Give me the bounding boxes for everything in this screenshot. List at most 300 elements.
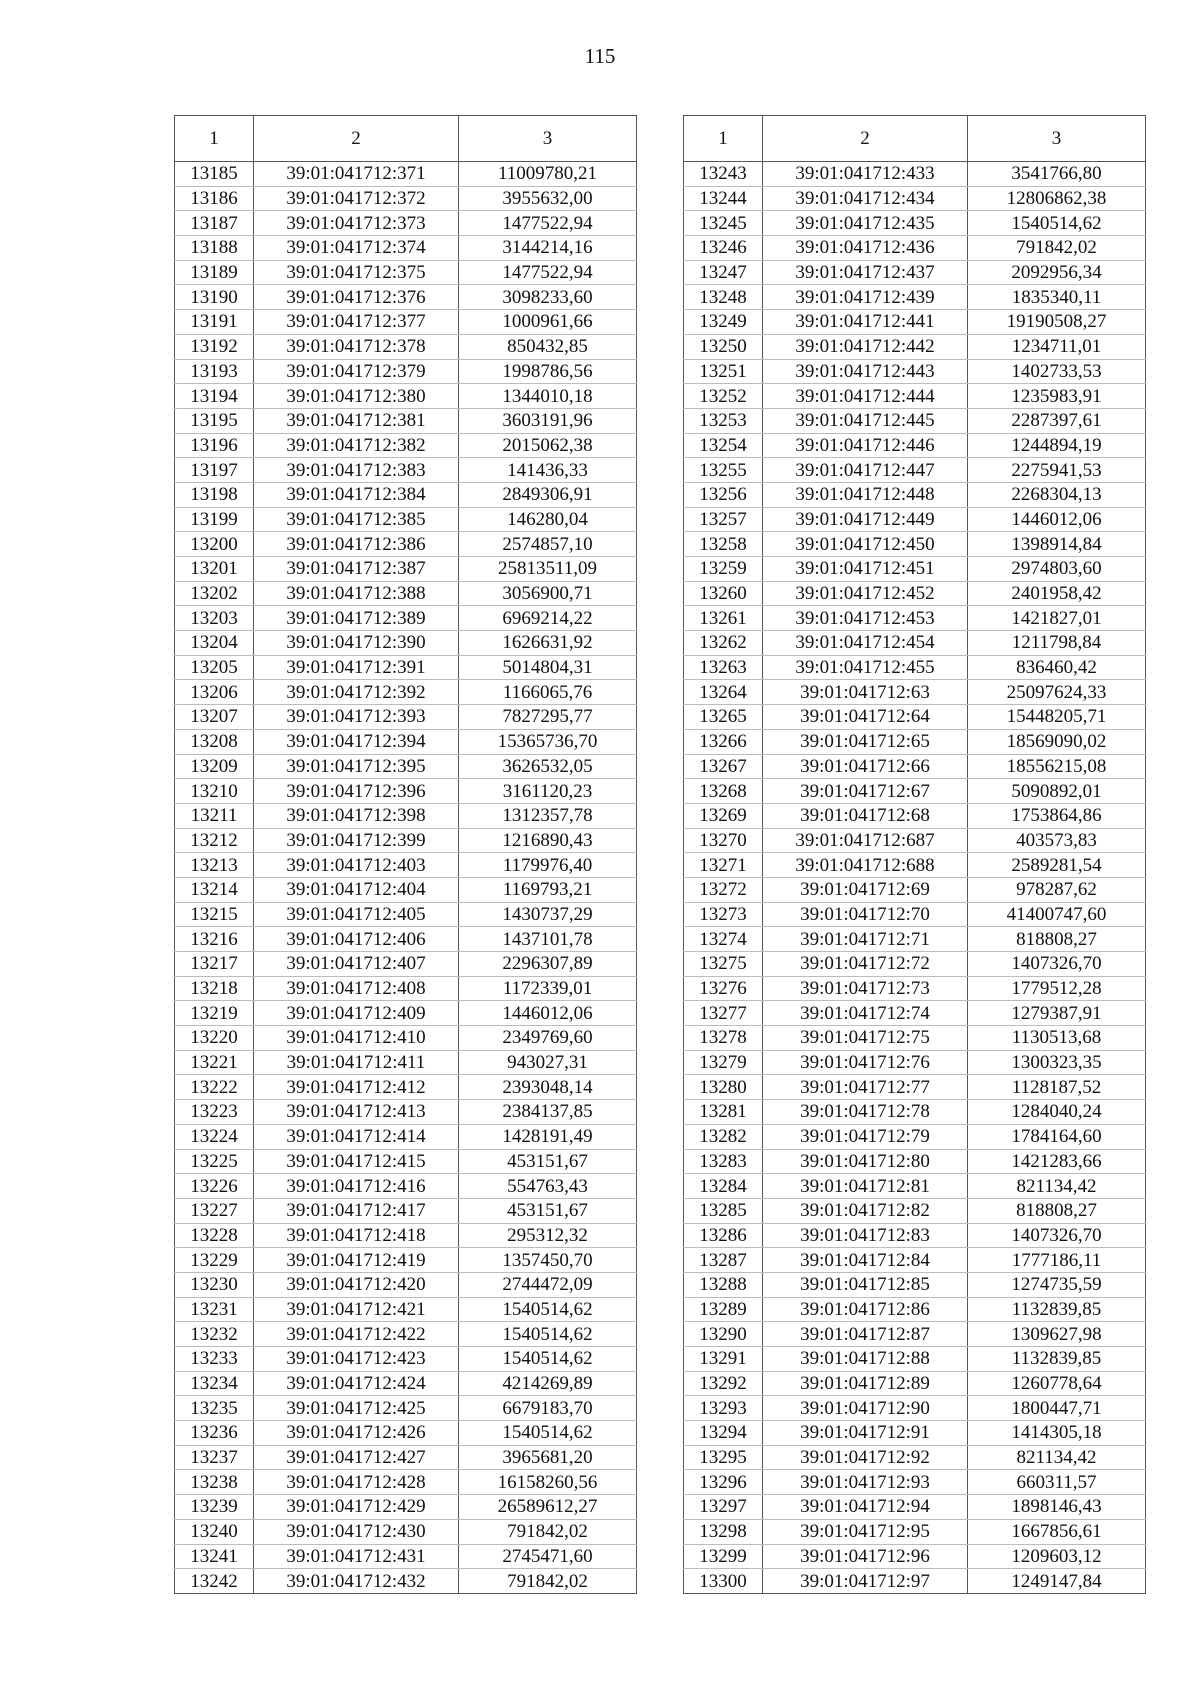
cell-cadastral-number: 39:01:041712:380	[254, 384, 459, 409]
table-row	[684, 1470, 1146, 1495]
cell-cadastral-number: 39:01:041712:442	[763, 334, 968, 359]
cell-cadastral-number: 39:01:041712:63	[763, 680, 968, 705]
cell-value: 15365736,70	[459, 729, 637, 754]
table-row	[684, 211, 1146, 236]
table-row	[175, 532, 637, 557]
table-row	[175, 952, 637, 977]
cell-row-number: 13235	[175, 1396, 254, 1421]
cell-cadastral-number: 39:01:041712:89	[763, 1371, 968, 1396]
cell-row-number: 13193	[175, 359, 254, 384]
table-row	[684, 828, 1146, 853]
cell-row-number: 13217	[175, 952, 254, 977]
cell-row-number: 13229	[175, 1248, 254, 1273]
table-row	[175, 433, 637, 458]
cell-row-number: 13198	[175, 482, 254, 507]
cell-row-number: 13188	[175, 236, 254, 261]
cell-row-number: 13215	[175, 902, 254, 927]
cell-value: 791842,02	[968, 236, 1146, 261]
cell-row-number: 13237	[175, 1445, 254, 1470]
table-row	[175, 310, 637, 335]
cell-cadastral-number: 39:01:041712:404	[254, 877, 459, 902]
cell-row-number: 13210	[175, 779, 254, 804]
table-row	[175, 285, 637, 310]
cell-row-number: 13292	[684, 1371, 763, 1396]
cell-value: 12806862,38	[968, 186, 1146, 211]
cell-cadastral-number: 39:01:041712:87	[763, 1322, 968, 1347]
cell-row-number: 13187	[175, 211, 254, 236]
table-row	[684, 408, 1146, 433]
cell-cadastral-number: 39:01:041712:399	[254, 828, 459, 853]
cell-cadastral-number: 39:01:041712:393	[254, 705, 459, 730]
cell-value: 1407326,70	[968, 1223, 1146, 1248]
cell-value: 2574857,10	[459, 532, 637, 557]
cell-value: 1540514,62	[459, 1347, 637, 1372]
cell-row-number: 13218	[175, 976, 254, 1001]
register-table-left	[174, 115, 637, 1594]
table-row	[175, 705, 637, 730]
cell-cadastral-number: 39:01:041712:73	[763, 976, 968, 1001]
table-row	[684, 285, 1146, 310]
cell-cadastral-number: 39:01:041712:65	[763, 729, 968, 754]
table-row	[175, 359, 637, 384]
cell-cadastral-number: 39:01:041712:424	[254, 1371, 459, 1396]
cell-row-number: 13197	[175, 458, 254, 483]
table-row	[684, 902, 1146, 927]
table-row	[175, 1470, 637, 1495]
table-row	[175, 927, 637, 952]
cell-cadastral-number: 39:01:041712:420	[254, 1272, 459, 1297]
cell-cadastral-number: 39:01:041712:395	[254, 754, 459, 779]
cell-row-number: 13250	[684, 334, 763, 359]
cell-row-number: 13251	[684, 359, 763, 384]
table-row	[684, 1100, 1146, 1125]
table-row	[684, 1347, 1146, 1372]
table-row	[684, 1075, 1146, 1100]
cell-cadastral-number: 39:01:041712:92	[763, 1445, 968, 1470]
cell-cadastral-number: 39:01:041712:432	[254, 1569, 459, 1594]
table-row	[684, 260, 1146, 285]
cell-row-number: 13278	[684, 1026, 763, 1051]
cell-cadastral-number: 39:01:041712:409	[254, 1001, 459, 1026]
cell-row-number: 13257	[684, 507, 763, 532]
column-header-value: 3	[459, 116, 637, 162]
cell-value: 6679183,70	[459, 1396, 637, 1421]
cell-cadastral-number: 39:01:041712:95	[763, 1519, 968, 1544]
cell-row-number: 13223	[175, 1100, 254, 1125]
cell-value: 1477522,94	[459, 211, 637, 236]
cell-value: 1667856,61	[968, 1519, 1146, 1544]
cell-value: 1777186,11	[968, 1248, 1146, 1273]
cell-cadastral-number: 39:01:041712:394	[254, 729, 459, 754]
cell-cadastral-number: 39:01:041712:96	[763, 1544, 968, 1569]
table-row	[175, 1223, 637, 1248]
cell-row-number: 13238	[175, 1470, 254, 1495]
cell-value: 141436,33	[459, 458, 637, 483]
table-row	[175, 828, 637, 853]
cell-row-number: 13245	[684, 211, 763, 236]
cell-row-number: 13267	[684, 754, 763, 779]
cell-value: 19190508,27	[968, 310, 1146, 335]
cell-cadastral-number: 39:01:041712:449	[763, 507, 968, 532]
cell-row-number: 13261	[684, 606, 763, 631]
cell-cadastral-number: 39:01:041712:379	[254, 359, 459, 384]
cell-value: 1274735,59	[968, 1272, 1146, 1297]
table-row	[175, 1124, 637, 1149]
cell-row-number: 13201	[175, 557, 254, 582]
cell-row-number: 13228	[175, 1223, 254, 1248]
cell-cadastral-number: 39:01:041712:406	[254, 927, 459, 952]
cell-value: 2287397,61	[968, 408, 1146, 433]
cell-row-number: 13206	[175, 680, 254, 705]
cell-value: 1540514,62	[459, 1322, 637, 1347]
cell-value: 1540514,62	[459, 1297, 637, 1322]
cell-row-number: 13271	[684, 853, 763, 878]
table-row	[175, 976, 637, 1001]
cell-row-number: 13232	[175, 1322, 254, 1347]
table-row	[175, 655, 637, 680]
cell-cadastral-number: 39:01:041712:94	[763, 1495, 968, 1520]
cell-cadastral-number: 39:01:041712:385	[254, 507, 459, 532]
cell-value: 1211798,84	[968, 631, 1146, 656]
cell-cadastral-number: 39:01:041712:443	[763, 359, 968, 384]
cell-value: 791842,02	[459, 1519, 637, 1544]
cell-value: 41400747,60	[968, 902, 1146, 927]
table-row	[684, 976, 1146, 1001]
table-row	[684, 606, 1146, 631]
cell-row-number: 13186	[175, 186, 254, 211]
table-row	[175, 334, 637, 359]
cell-value: 1357450,70	[459, 1248, 637, 1273]
table-row	[175, 902, 637, 927]
cell-row-number: 13252	[684, 384, 763, 409]
cell-row-number: 13239	[175, 1495, 254, 1520]
cell-row-number: 13277	[684, 1001, 763, 1026]
cell-row-number: 13253	[684, 408, 763, 433]
cell-row-number: 13220	[175, 1026, 254, 1051]
cell-row-number: 13244	[684, 186, 763, 211]
cell-cadastral-number: 39:01:041712:414	[254, 1124, 459, 1149]
cell-cadastral-number: 39:01:041712:446	[763, 433, 968, 458]
cell-row-number: 13221	[175, 1050, 254, 1075]
cell-cadastral-number: 39:01:041712:392	[254, 680, 459, 705]
cell-cadastral-number: 39:01:041712:70	[763, 902, 968, 927]
cell-value: 821134,42	[968, 1445, 1146, 1470]
cell-value: 4214269,89	[459, 1371, 637, 1396]
cell-cadastral-number: 39:01:041712:433	[763, 162, 968, 187]
cell-value: 5014804,31	[459, 655, 637, 680]
cell-row-number: 13227	[175, 1198, 254, 1223]
cell-row-number: 13202	[175, 581, 254, 606]
table-row	[175, 1174, 637, 1199]
table-row	[175, 1001, 637, 1026]
table-row	[684, 186, 1146, 211]
cell-cadastral-number: 39:01:041712:387	[254, 557, 459, 582]
cell-row-number: 13295	[684, 1445, 763, 1470]
cell-cadastral-number: 39:01:041712:77	[763, 1075, 968, 1100]
cell-value: 453151,67	[459, 1198, 637, 1223]
cell-cadastral-number: 39:01:041712:88	[763, 1347, 968, 1372]
cell-row-number: 13258	[684, 532, 763, 557]
cell-value: 18556215,08	[968, 754, 1146, 779]
table-row	[175, 236, 637, 261]
cell-value: 1169793,21	[459, 877, 637, 902]
cell-row-number: 13269	[684, 803, 763, 828]
cell-value: 295312,32	[459, 1223, 637, 1248]
cell-value: 1540514,62	[459, 1421, 637, 1446]
cell-value: 1235983,91	[968, 384, 1146, 409]
cell-value: 1437101,78	[459, 927, 637, 952]
cell-cadastral-number: 39:01:041712:374	[254, 236, 459, 261]
cell-value: 2745471,60	[459, 1544, 637, 1569]
cell-row-number: 13273	[684, 902, 763, 927]
table-row	[684, 754, 1146, 779]
table-row	[175, 162, 637, 187]
cell-row-number: 13208	[175, 729, 254, 754]
cell-row-number: 13259	[684, 557, 763, 582]
table-row	[175, 1421, 637, 1446]
cell-cadastral-number: 39:01:041712:382	[254, 433, 459, 458]
table-row	[684, 1519, 1146, 1544]
table-row	[684, 1124, 1146, 1149]
table-row	[684, 236, 1146, 261]
table-row	[684, 1223, 1146, 1248]
table-row	[175, 1495, 637, 1520]
cell-cadastral-number: 39:01:041712:371	[254, 162, 459, 187]
cell-value: 1446012,06	[968, 507, 1146, 532]
cell-value: 554763,43	[459, 1174, 637, 1199]
table-row	[684, 1322, 1146, 1347]
cell-value: 818808,27	[968, 927, 1146, 952]
table-row	[684, 433, 1146, 458]
cell-cadastral-number: 39:01:041712:412	[254, 1075, 459, 1100]
table-row	[175, 1272, 637, 1297]
cell-row-number: 13241	[175, 1544, 254, 1569]
cell-cadastral-number: 39:01:041712:93	[763, 1470, 968, 1495]
cell-value: 1784164,60	[968, 1124, 1146, 1149]
cell-cadastral-number: 39:01:041712:398	[254, 803, 459, 828]
cell-value: 453151,67	[459, 1149, 637, 1174]
cell-cadastral-number: 39:01:041712:74	[763, 1001, 968, 1026]
table-row	[684, 1248, 1146, 1273]
cell-row-number: 13298	[684, 1519, 763, 1544]
table-row	[684, 1026, 1146, 1051]
cell-cadastral-number: 39:01:041712:450	[763, 532, 968, 557]
cell-row-number: 13270	[684, 828, 763, 853]
table-row	[175, 1519, 637, 1544]
cell-row-number: 13249	[684, 310, 763, 335]
table-row	[175, 482, 637, 507]
cell-cadastral-number: 39:01:041712:430	[254, 1519, 459, 1544]
cell-value: 2849306,91	[459, 482, 637, 507]
table-row	[684, 877, 1146, 902]
cell-cadastral-number: 39:01:041712:413	[254, 1100, 459, 1125]
table-row	[175, 680, 637, 705]
cell-value: 2393048,14	[459, 1075, 637, 1100]
cell-value: 3955632,00	[459, 186, 637, 211]
table-row	[175, 1569, 637, 1594]
table-row	[684, 1544, 1146, 1569]
table-row	[684, 507, 1146, 532]
cell-row-number: 13234	[175, 1371, 254, 1396]
cell-cadastral-number: 39:01:041712:452	[763, 581, 968, 606]
cell-row-number: 13266	[684, 729, 763, 754]
cell-value: 1998786,56	[459, 359, 637, 384]
cell-row-number: 13211	[175, 803, 254, 828]
cell-cadastral-number: 39:01:041712:67	[763, 779, 968, 804]
table-row	[175, 211, 637, 236]
cell-value: 3541766,80	[968, 162, 1146, 187]
table-row	[175, 1347, 637, 1372]
cell-row-number: 13263	[684, 655, 763, 680]
cell-row-number: 13233	[175, 1347, 254, 1372]
table-row	[684, 310, 1146, 335]
cell-row-number: 13255	[684, 458, 763, 483]
cell-cadastral-number: 39:01:041712:418	[254, 1223, 459, 1248]
cell-row-number: 13293	[684, 1396, 763, 1421]
cell-cadastral-number: 39:01:041712:455	[763, 655, 968, 680]
table-row	[175, 581, 637, 606]
cell-cadastral-number: 39:01:041712:72	[763, 952, 968, 977]
cell-value: 2589281,54	[968, 853, 1146, 878]
cell-cadastral-number: 39:01:041712:447	[763, 458, 968, 483]
cell-row-number: 13260	[684, 581, 763, 606]
cell-cadastral-number: 39:01:041712:445	[763, 408, 968, 433]
cell-cadastral-number: 39:01:041712:423	[254, 1347, 459, 1372]
cell-row-number: 13247	[684, 260, 763, 285]
table-row	[684, 1050, 1146, 1075]
table-header-row	[684, 116, 1146, 162]
cell-cadastral-number: 39:01:041712:425	[254, 1396, 459, 1421]
cell-row-number: 13224	[175, 1124, 254, 1149]
cell-value: 2349769,60	[459, 1026, 637, 1051]
table-row	[684, 705, 1146, 730]
table-row	[175, 1544, 637, 1569]
table-row	[684, 853, 1146, 878]
cell-row-number: 13189	[175, 260, 254, 285]
cell-cadastral-number: 39:01:041712:687	[763, 828, 968, 853]
table-row	[175, 803, 637, 828]
cell-value: 1260778,64	[968, 1371, 1146, 1396]
table-row	[175, 631, 637, 656]
table-row	[684, 1445, 1146, 1470]
cell-cadastral-number: 39:01:041712:441	[763, 310, 968, 335]
cell-value: 3098233,60	[459, 285, 637, 310]
table-row	[175, 779, 637, 804]
cell-value: 850432,85	[459, 334, 637, 359]
cell-value: 2268304,13	[968, 482, 1146, 507]
cell-value: 1179976,40	[459, 853, 637, 878]
cell-row-number: 13219	[175, 1001, 254, 1026]
cell-value: 1414305,18	[968, 1421, 1146, 1446]
table-row	[684, 359, 1146, 384]
cell-cadastral-number: 39:01:041712:83	[763, 1223, 968, 1248]
cell-row-number: 13289	[684, 1297, 763, 1322]
table-row	[175, 1445, 637, 1470]
cell-value: 1234711,01	[968, 334, 1146, 359]
cell-row-number: 13285	[684, 1198, 763, 1223]
cell-cadastral-number: 39:01:041712:444	[763, 384, 968, 409]
table-row	[175, 557, 637, 582]
cell-value: 2015062,38	[459, 433, 637, 458]
column-header-cadastral: 2	[763, 116, 968, 162]
cell-row-number: 13282	[684, 1124, 763, 1149]
table-row	[684, 1396, 1146, 1421]
cell-value: 2744472,09	[459, 1272, 637, 1297]
cell-cadastral-number: 39:01:041712:428	[254, 1470, 459, 1495]
cell-row-number: 13231	[175, 1297, 254, 1322]
cell-value: 821134,42	[968, 1174, 1146, 1199]
cell-cadastral-number: 39:01:041712:410	[254, 1026, 459, 1051]
cell-value: 818808,27	[968, 1198, 1146, 1223]
cell-cadastral-number: 39:01:041712:381	[254, 408, 459, 433]
cell-value: 1312357,78	[459, 803, 637, 828]
cell-row-number: 13274	[684, 927, 763, 952]
table-row	[175, 408, 637, 433]
table-row	[684, 1272, 1146, 1297]
cell-cadastral-number: 39:01:041712:81	[763, 1174, 968, 1199]
cell-value: 943027,31	[459, 1050, 637, 1075]
cell-value: 1132839,85	[968, 1297, 1146, 1322]
cell-cadastral-number: 39:01:041712:86	[763, 1297, 968, 1322]
table-row	[175, 1026, 637, 1051]
cell-row-number: 13262	[684, 631, 763, 656]
cell-row-number: 13280	[684, 1075, 763, 1100]
cell-row-number: 13199	[175, 507, 254, 532]
cell-cadastral-number: 39:01:041712:85	[763, 1272, 968, 1297]
cell-value: 836460,42	[968, 655, 1146, 680]
table-row	[175, 853, 637, 878]
cell-cadastral-number: 39:01:041712:68	[763, 803, 968, 828]
table-row	[684, 162, 1146, 187]
cell-row-number: 13222	[175, 1075, 254, 1100]
table-row	[684, 1174, 1146, 1199]
cell-cadastral-number: 39:01:041712:69	[763, 877, 968, 902]
cell-cadastral-number: 39:01:041712:389	[254, 606, 459, 631]
cell-row-number: 13243	[684, 162, 763, 187]
cell-cadastral-number: 39:01:041712:407	[254, 952, 459, 977]
cell-value: 1779512,28	[968, 976, 1146, 1001]
table-row	[684, 1421, 1146, 1446]
cell-value: 3603191,96	[459, 408, 637, 433]
cell-cadastral-number: 39:01:041712:84	[763, 1248, 968, 1273]
cell-cadastral-number: 39:01:041712:378	[254, 334, 459, 359]
cell-value: 3626532,05	[459, 754, 637, 779]
cell-value: 3056900,71	[459, 581, 637, 606]
cell-row-number: 13265	[684, 705, 763, 730]
table-row	[175, 1100, 637, 1125]
table-body	[684, 162, 1146, 1594]
cell-row-number: 13214	[175, 877, 254, 902]
cell-row-number: 13256	[684, 482, 763, 507]
table-row	[684, 680, 1146, 705]
column-header-number: 1	[175, 116, 254, 162]
table-row	[684, 482, 1146, 507]
table-row	[175, 729, 637, 754]
cell-value: 1344010,18	[459, 384, 637, 409]
cell-value: 146280,04	[459, 507, 637, 532]
cell-cadastral-number: 39:01:041712:90	[763, 1396, 968, 1421]
cell-value: 3965681,20	[459, 1445, 637, 1470]
cell-value: 25097624,33	[968, 680, 1146, 705]
cell-cadastral-number: 39:01:041712:75	[763, 1026, 968, 1051]
cell-value: 1249147,84	[968, 1569, 1146, 1594]
cell-cadastral-number: 39:01:041712:76	[763, 1050, 968, 1075]
cell-value: 1430737,29	[459, 902, 637, 927]
table-row	[175, 507, 637, 532]
cell-cadastral-number: 39:01:041712:66	[763, 754, 968, 779]
cell-row-number: 13297	[684, 1495, 763, 1520]
cell-cadastral-number: 39:01:041712:79	[763, 1124, 968, 1149]
